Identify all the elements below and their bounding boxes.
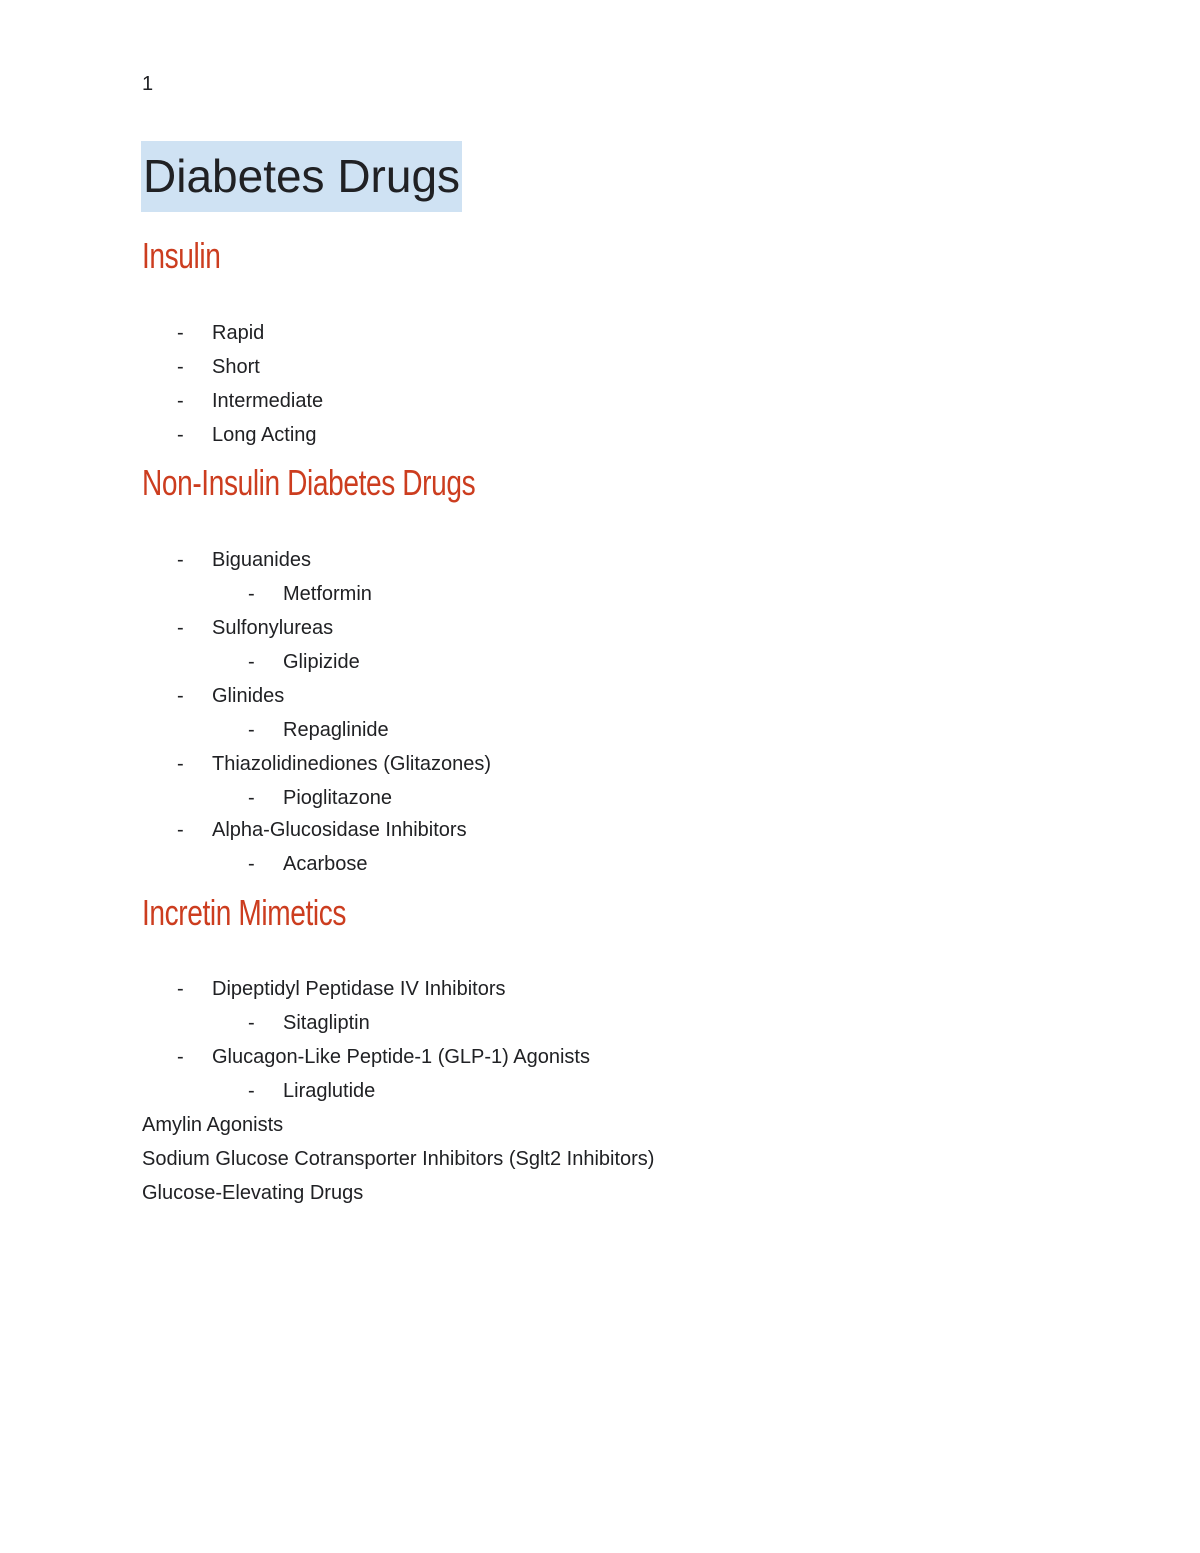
bullet-dash: - bbox=[248, 1080, 255, 1102]
section-heading-insulin: Insulin bbox=[142, 235, 221, 276]
bullet-dash: - bbox=[177, 356, 184, 378]
page-number: 1 bbox=[142, 73, 154, 95]
bullet-dash: - bbox=[248, 853, 255, 875]
sub-list-item-label: Sitagliptin bbox=[283, 1012, 370, 1034]
document-title: Diabetes Drugs bbox=[141, 141, 462, 212]
bullet-dash: - bbox=[177, 424, 184, 446]
bullet-dash: - bbox=[248, 651, 255, 673]
sub-list-item-label: Glipizide bbox=[283, 651, 360, 673]
list-item-label: Glucagon-Like Peptide-1 (GLP-1) Agonists bbox=[212, 1046, 590, 1068]
sub-list-item-label: Repaglinide bbox=[283, 719, 389, 741]
list-item-label: Short bbox=[212, 356, 260, 378]
list-item-label: Thiazolidinediones (Glitazones) bbox=[212, 753, 492, 775]
list-item-label: Glinides bbox=[212, 685, 285, 707]
bullet-dash: - bbox=[248, 719, 255, 741]
list-item-label: Biguanides bbox=[212, 549, 311, 571]
bullet-dash: - bbox=[177, 753, 184, 775]
bullet-dash: - bbox=[177, 819, 184, 841]
list-item-label: Sulfonylureas bbox=[212, 617, 334, 639]
sub-list-item-label: Pioglitazone bbox=[283, 787, 392, 809]
bullet-dash: - bbox=[177, 617, 184, 639]
bullet-dash: - bbox=[248, 787, 255, 809]
bullet-dash: - bbox=[177, 549, 184, 571]
sub-list-item-label: Metformin bbox=[283, 583, 372, 605]
bullet-dash: - bbox=[177, 978, 184, 1000]
list-item-label: Alpha-Glucosidase Inhibitors bbox=[212, 819, 467, 841]
bullet-dash: - bbox=[177, 322, 184, 344]
bullet-dash: - bbox=[248, 1012, 255, 1034]
sub-list-item-label: Liraglutide bbox=[283, 1080, 376, 1102]
bullet-dash: - bbox=[177, 685, 184, 707]
bullet-dash: - bbox=[248, 583, 255, 605]
list-item-label: Long Acting bbox=[212, 424, 317, 446]
text-line-sglt2: Sodium Glucose Cotransporter Inhibitors (Sglt2 Inhibitors) bbox=[142, 1148, 655, 1170]
bullet-dash: - bbox=[177, 390, 184, 412]
list-item-label: Rapid bbox=[212, 322, 265, 344]
section-heading-incretin: Incretin Mimetics bbox=[142, 892, 347, 933]
sub-list-item-label: Acarbose bbox=[283, 853, 368, 875]
section-heading-non-insulin: Non-Insulin Diabetes Drugs bbox=[142, 462, 476, 503]
text-line-amylin: Amylin Agonists bbox=[142, 1114, 284, 1136]
list-item-label: Dipeptidyl Peptidase IV Inhibitors bbox=[212, 978, 506, 1000]
bullet-dash: - bbox=[177, 1046, 184, 1068]
list-item-label: Intermediate bbox=[212, 390, 324, 412]
text-line-glucose-elevating: Glucose-Elevating Drugs bbox=[142, 1182, 364, 1204]
